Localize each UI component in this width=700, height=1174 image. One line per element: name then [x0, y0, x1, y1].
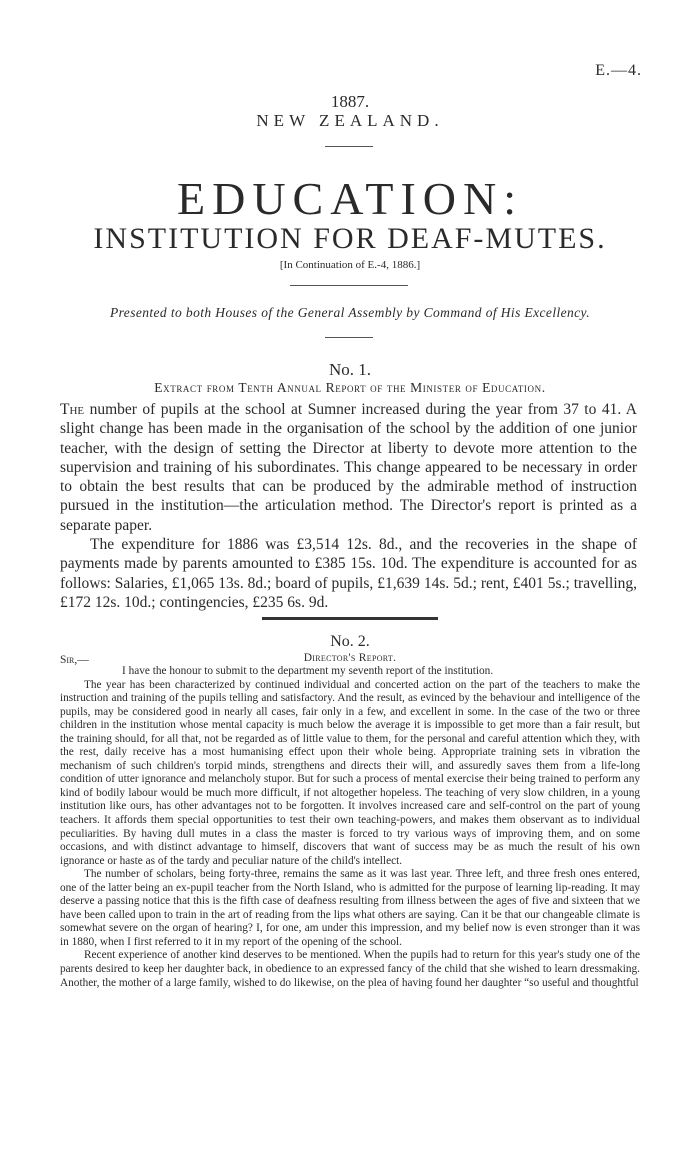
lead-word: The [60, 401, 85, 418]
country: NEW ZEALAND. [256, 111, 444, 130]
paragraph: Recent experience of another kind deserves to be mentioned. When the pupils had to return for this year's study one of the parents desired to keep her daughter back, in obedience to an expressed fancy of the child that she wished to learn dressmaking. Another, the mother of a large family, wished to do likewise, on the plea of having found her daughter “so useful and thoughtful [60, 949, 640, 989]
paragraph [60, 400, 637, 535]
report-heading: Director's Report. [303, 652, 397, 664]
paragraph-text: number of pupils at the school at Sumner increased during the year from 37 to 41. A slight change has been made in the organisation of the school by the addition of one junior teacher, with the design of setting the Director at liberty to devote more attention to the supervision and training of his subordinates. This change appeared to be necessary in order to obtain the best results that can be produced by the admirable method of instruction pursued in the institution—the articulation method. The Director's report is printed as a separate paper. [60, 401, 637, 534]
presented-rule [325, 337, 373, 338]
year: 1887. [330, 92, 370, 111]
presented-line: Presented to both Houses of the General Assembly by Command of His Excellency. [110, 305, 590, 320]
minister-extract-body [60, 400, 637, 612]
section-divider [262, 617, 438, 620]
paragraph: The expenditure for 1886 was £3,514 12s. 8d., and the recoveries in the shape of payments made by parents amounted to £385 15s. 10d. The expenditure is accounted for as follows: Salaries, £1,065 13s. 8d.; board of pupils, £1,639 14s. 5d.; rent, £401 5s.; travelling, £172 12s. 10d.; contingencies, £235 6s. 9d. [60, 536, 637, 611]
document-title: EDUCATION: [177, 173, 523, 224]
page-reference: E.—4. [595, 62, 642, 79]
continuation-note: [In Continuation of E.-4, 1886.] [279, 259, 421, 271]
header-rule [325, 146, 373, 147]
paragraph: I have the honour to submit to the department my seventh report of the institution. [122, 665, 494, 677]
paragraph: The year has been characterized by continued individual and concerted action on the part of the teachers to make the instruction and training of the pupils telling and satisfactory. And the result, as evinced by the behaviour and intelligence of the pupils, may be considered good in nearly all cases, fair only in a few, and excellent in some. In the case of the two or three children in the institution whose mental capacity is much below the average it is impossible to get more than a fair result, but the training should, for all that, not be regarded as of little value to them, for the personal and careful attention which they, with the rest, daily receive has a most humanising effect upon their whole being. Appropriate training sets in vibration the mechanism of such children's torpid minds, strengthens and directs their will, and assuredly saves them from a life-long condition of utter ignorance and melancholy stupor. But for such a process of mental exercise their being trained to perform any kind of bodily labour would be much more difficult, if not altogether hopeless. The teaching of very slow children, in a young institution like ours, has other advantages not to be forgotten. It involves increased care and self-control on the part of young teachers. It affords them special opportunities to test their own teaching-powers, and makes them observant as to individual peculiarities. By having dull mutes in a class the master is forced to try various ways of improving them, and on some occasions, and with distinct advantage to himself, discovers that want of success may be as much the result of his own ignorance or haste as of the tardy and peculiar nature of the child's intellect. [60, 678, 640, 867]
extract-heading: Extract from Tenth Annual Report of the Minister of Education. [154, 380, 546, 395]
section-number-2: No. 2. [330, 633, 370, 650]
title-rule [290, 285, 408, 286]
section-number-1: No. 1. [328, 360, 372, 379]
document-subtitle: INSTITUTION FOR DEAF-MUTES. [93, 222, 607, 255]
directors-report-body [60, 665, 640, 990]
salutation: Sir,— [60, 654, 89, 666]
paragraph: The number of scholars, being forty-three, remains the same as it was last year. Three left, and three fresh ones entered, one of the latter being an ex-pupil teacher from the North Island, who is admitted for the purpose of learning lip-reading. It may deserve a passing notice that this is the fifth case of deafness resulting from illness between the ages of five and sixteen that we have been called upon to train in the art of reading from the lips what others are saying. Can it be that our changeable climate is somewhat severe on the organ of hearing? I, for one, am under this impression, and my belief now is even stronger than it was in 1880, when I first referred to it in my report of the opening of the school. [60, 868, 640, 948]
